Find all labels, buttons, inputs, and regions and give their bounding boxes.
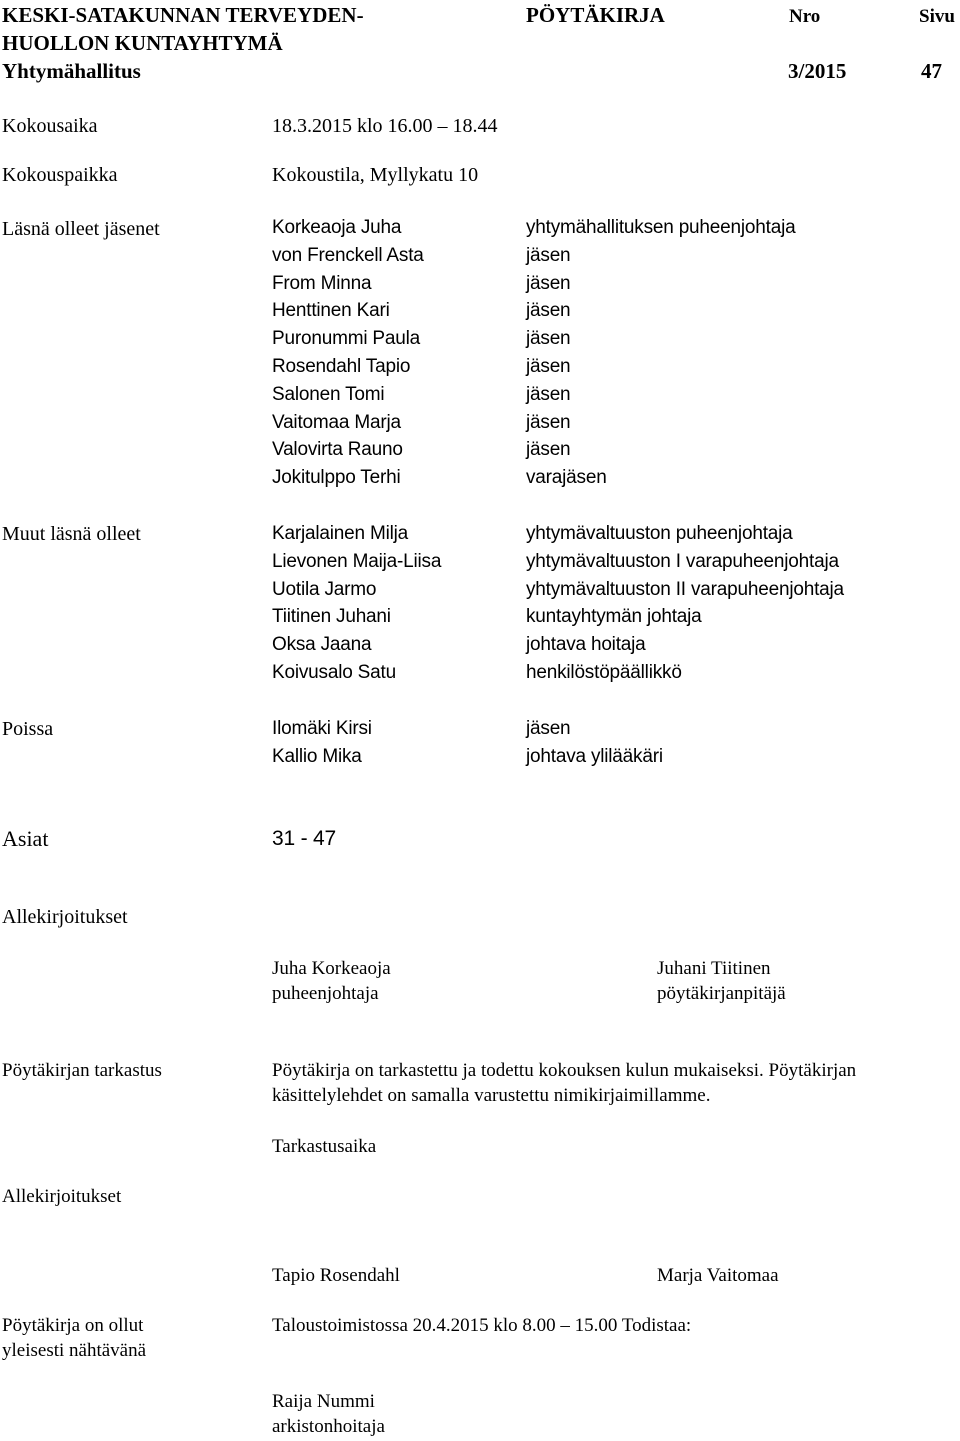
attendee-role: jäsen <box>526 383 571 405</box>
signatures-label: Allekirjoitukset <box>2 906 128 928</box>
nro-label: Nro <box>789 6 821 27</box>
attendee-name: Oksa Jaana <box>272 634 372 656</box>
attendee-row <box>272 270 952 298</box>
attendee-row <box>272 242 952 270</box>
certifier-title: arkistonhoitaja <box>272 1416 385 1437</box>
attendee-name: Jokitulppo Terhi <box>272 467 401 489</box>
certifier-name: Raija Nummi <box>272 1391 375 1412</box>
chair-signature-title: puheenjohtaja <box>272 983 379 1004</box>
review-text-line2: käsittelylehdet on samalla varustettu nimikirjaimillamme. <box>272 1085 711 1106</box>
sivu-label: Sivu <box>919 6 955 27</box>
matters-label: Asiat <box>2 826 49 851</box>
attendee-name: Korkeaoja Juha <box>272 217 402 238</box>
matters-value: 31 - 47 <box>272 827 336 850</box>
others-present-label: Muut läsnä olleet <box>2 523 141 545</box>
attendee-role: yhtymävaltuuston II varapuheenjohtaja <box>526 578 844 600</box>
secretary-signature-name: Juhani Tiitinen <box>657 958 771 979</box>
org-name-line2: HUOLLON KUNTAYHTYMÄ <box>2 31 283 55</box>
attendee-role: kuntayhtymän johtaja <box>526 606 702 628</box>
attendee-name: Henttinen Kari <box>272 300 390 322</box>
attendee-role: yhtymävaltuuston puheenjohtaja <box>526 523 793 544</box>
attendee-row <box>272 353 952 381</box>
attendee-role: jäsen <box>526 272 571 294</box>
attendee-row <box>272 381 952 409</box>
attendee-name: Koivusalo Satu <box>272 661 396 683</box>
attendee-name: Salonen Tomi <box>272 383 385 405</box>
reviewer1-name: Tapio Rosendahl <box>272 1265 400 1286</box>
attendee-name: Valovirta Rauno <box>272 439 403 461</box>
attendee-role: jäsen <box>526 411 571 433</box>
meeting-place-label: Kokouspaikka <box>2 164 118 186</box>
attendee-role: jäsen <box>526 439 571 461</box>
attendee-row <box>272 464 952 492</box>
attendee-role: jäsen <box>526 718 571 739</box>
chair-signature-name: Juha Korkeaoja <box>272 958 391 979</box>
attendee-row <box>272 548 952 576</box>
attendee-row <box>272 715 952 743</box>
sivu-value: 47 <box>921 59 942 83</box>
public-display-label-line1: Pöytäkirja on ollut <box>2 1315 144 1336</box>
review-text-line1: Pöytäkirja on tarkastettu ja todettu kokouksen kulun mukaiseksi. Pöytäkirjan <box>272 1060 857 1081</box>
attendee-role: jäsen <box>526 355 571 377</box>
secretary-signature-title: pöytäkirjanpitäjä <box>657 983 786 1004</box>
attendee-row <box>272 631 952 659</box>
attendee-row <box>272 325 952 353</box>
attendee-name: Kallio Mika <box>272 745 362 767</box>
attendee-name: From Minna <box>272 272 372 294</box>
attendee-role: henkilöstöpäällikkö <box>526 661 682 683</box>
attendee-row <box>272 297 952 325</box>
meeting-place-value: Kokoustila, Myllykatu 10 <box>272 164 479 186</box>
meeting-time-value: 18.3.2015 klo 16.00 – 18.44 <box>272 115 498 137</box>
absent-list <box>272 715 952 771</box>
attendee-role: jäsen <box>526 244 571 266</box>
nro-value: 3/2015 <box>788 59 847 83</box>
attendee-role: johtava ylilääkäri <box>526 745 663 767</box>
review-label: Pöytäkirjan tarkastus <box>2 1060 162 1081</box>
attendee-name: Karjalainen Milja <box>272 523 409 544</box>
attendee-role: yhtymävaltuuston I varapuheenjohtaja <box>526 550 839 572</box>
absent-label: Poissa <box>2 718 54 740</box>
attendee-name: Ilomäki Kirsi <box>272 718 372 739</box>
meeting-time-label: Kokousaika <box>2 115 98 137</box>
attendee-row <box>272 743 952 771</box>
attendee-role: varajäsen <box>526 467 607 489</box>
attendee-role: jäsen <box>526 328 571 350</box>
attendee-name: Puronummi Paula <box>272 328 421 350</box>
attendee-name: Lievonen Maija-Liisa <box>272 550 442 572</box>
public-display-label-line2: yleisesti nähtävänä <box>2 1340 147 1361</box>
document-type: PÖYTÄKIRJA <box>526 3 665 27</box>
attendee-role: johtava hoitaja <box>526 634 646 656</box>
attendee-row <box>272 436 952 464</box>
attendee-row <box>272 409 952 437</box>
attendee-row <box>272 214 952 242</box>
review-time-label: Tarkastusaika <box>272 1136 377 1157</box>
attendee-name: Rosendahl Tapio <box>272 355 411 377</box>
attendee-name: Vaitomaa Marja <box>272 411 401 433</box>
public-display-text: Taloustoimistossa 20.4.2015 klo 8.00 – 15.00 Todistaa: <box>272 1315 692 1336</box>
others-present-list <box>272 520 952 687</box>
governing-body-name: Yhtymähallitus <box>2 59 141 83</box>
reviewer2-name: Marja Vaitomaa <box>657 1265 779 1286</box>
present-members-list <box>272 214 952 492</box>
attendee-row <box>272 520 952 548</box>
attendee-role: yhtymähallituksen puheenjohtaja <box>526 217 796 238</box>
attendee-row <box>272 603 952 631</box>
org-name-line1: KESKI-SATAKUNNAN TERVEYDEN- <box>2 3 364 27</box>
present-members-label: Läsnä olleet jäsenet <box>2 218 160 240</box>
review-signatures-label: Allekirjoitukset <box>2 1186 122 1207</box>
attendee-name: Uotila Jarmo <box>272 578 377 600</box>
attendee-role: jäsen <box>526 300 571 322</box>
attendee-name: Tiitinen Juhani <box>272 606 391 628</box>
attendee-row <box>272 576 952 604</box>
attendee-row <box>272 659 952 687</box>
attendee-name: von Frenckell Asta <box>272 244 424 266</box>
